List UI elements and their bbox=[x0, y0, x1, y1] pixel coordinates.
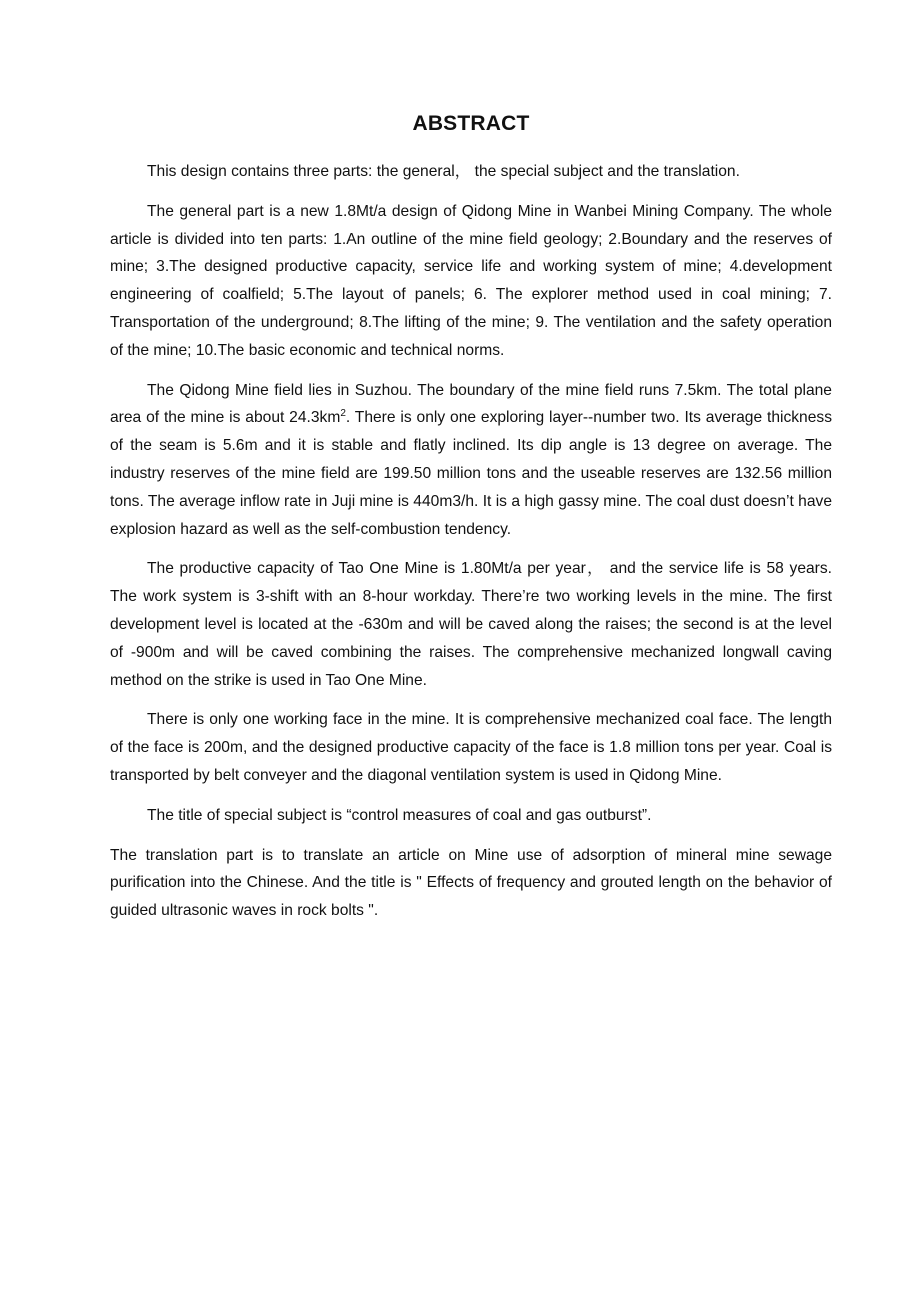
paragraph-special-subject: The title of special subject is “control measures of coal and gas outburst”. bbox=[147, 806, 652, 824]
paragraph-overview: This design contains three parts: the general， the special subject and the translation. bbox=[147, 163, 740, 180]
area-unit-superscript: 2 bbox=[340, 408, 346, 420]
paragraph-mine-field bbox=[110, 377, 832, 544]
paragraph-working-face: There is only one working face in the mine. It is comprehensive mechanized coal face. The length of the face is 200m, and the designed productive capacity of the face is 1.8 million tons per year. Coal is transported by belt conveyer and the diagonal ventilation system is used in Qidong Mine. bbox=[110, 711, 832, 784]
paragraph-productive-capacity: The productive capacity of Tao One Mine is 1.80Mt/a per year， and the service life is 58 years. The work system is 3-shift with an 8-hour workday. There’re two working levels in the mine. The first development level is located at the -630m and will be caved along the raises; the second is at the level of -900m and will be caved combining the raises. The comprehensive mechanized longwall caving method on the strike is used in Tao One Mine. bbox=[110, 560, 832, 689]
mine-field-text-before: The Qidong Mine field lies in Suzhou. The boundary of the mine field runs 7.5km. The total plane area of the mine is about 24.3km bbox=[110, 381, 832, 427]
paragraph-general-part: The general part is a new 1.8Mt/a design of Qidong Mine in Wanbei Mining Company. The whole article is divided into ten parts: 1.An outline of the mine field geology; 2.Boundary and the reserves of mine; 3.The designed productive capacity, service life and working system of mine; 4.development engineering of coalfield; 5.The layout of panels; 6. The explorer method used in coal mining; 7. Transportation of the underground; 8.The lifting of the mine; 9. The ventilation and the safety operation of the mine; 10.The basic economic and technical norms. bbox=[110, 202, 832, 359]
paragraph-translation-part: The translation part is to translate an article on Mine use of adsorption of mineral mine sewage purification into the Chinese. And the title is " Effects of frequency and grouted length on the behavior of guided ultrasonic waves in rock bolts ". bbox=[110, 846, 832, 920]
abstract-title: ABSTRACT bbox=[412, 112, 530, 135]
mine-field-text-after: . There is only one exploring layer--number two. Its average thickness of the seam is 5.6m and it is stable and flatly inclined. Its dip angle is 13 degree on average. The industry reserves of the mine field are 199.50 million tons and the useable reserves are 132.56 million tons. The average inflow rate in Juji mine is 440m3/h. It is a high gassy mine. The coal dust doesn’t have explosion hazard as well as the self-combustion tendency. bbox=[110, 409, 833, 538]
abstract-section bbox=[110, 108, 832, 937]
